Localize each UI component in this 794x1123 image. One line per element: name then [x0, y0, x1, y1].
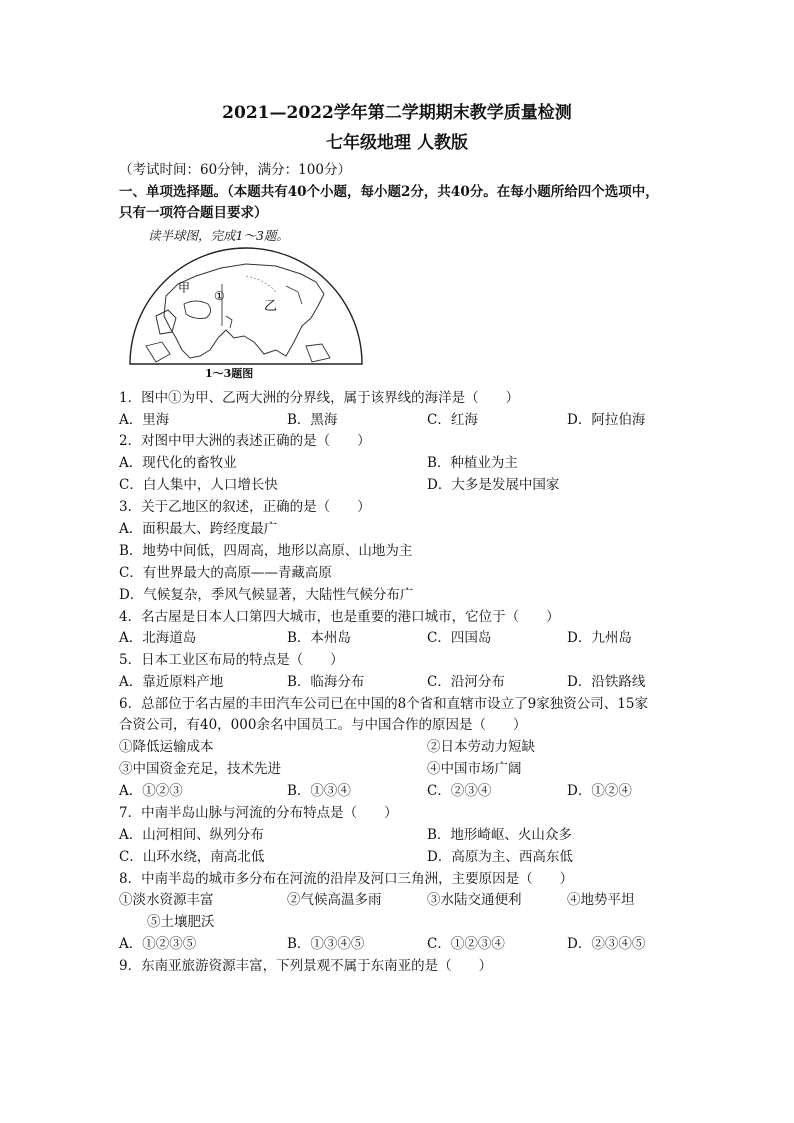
section-heading-line2: 只有一项符合题目要求） [119, 205, 268, 221]
map-label-yi: 乙 [264, 299, 278, 314]
q8-item-2: ②气候高温多雨 [287, 892, 382, 908]
q8-option-a[interactable]: A．①②③⑤ [119, 936, 197, 952]
q8-option-b[interactable]: B．①③④⑤ [287, 936, 365, 952]
q1-option-b[interactable]: B．黑海 [287, 412, 338, 428]
q5-option-b[interactable]: B．临海分布 [287, 674, 365, 690]
section-heading-line1: 一、单项选择题。（本题共有40个小题，每小题2分，共40分。在每小题所给四个选项中， [119, 184, 659, 200]
q8-item-3: ③水陆交通便利 [427, 892, 522, 908]
q7-option-d[interactable]: D．高原为主、西高东低 [427, 849, 573, 865]
q2-option-d[interactable]: D．大多是发展中国家 [427, 477, 560, 493]
q3-option-b[interactable]: B．地势中间低，四周高，地形以高原、山地为主 [119, 543, 413, 559]
map-caption: 1～3题图 [205, 367, 254, 380]
q4-stem: 4．名古屋是日本人口第四大城市，也是重要的港口城市，它位于（ ） [119, 609, 560, 625]
q8-item-5: ⑤土壤肥沃 [147, 914, 215, 930]
q7-option-a[interactable]: A．山河相间、纵列分布 [119, 827, 264, 843]
q6-option-d[interactable]: D．①②④ [567, 783, 632, 799]
q9-stem: 9．东南亚旅游资源丰富，下列景观不属于东南亚的是（ ） [119, 958, 493, 974]
map-label-jia: 甲 [178, 281, 191, 295]
q6-item-3: ③中国资金充足，技术先进 [119, 761, 281, 777]
q6-item-1: ①降低运输成本 [119, 739, 214, 755]
q4-option-a[interactable]: A．北海道岛 [119, 630, 197, 646]
q7-stem: 7．中南半岛山脉与河流的分布特点是（ ） [119, 805, 398, 821]
exam-info: （考试时间：60分钟，满分：100分） [119, 162, 351, 178]
q8-option-d[interactable]: D．②③④⑤ [567, 936, 646, 952]
q3-option-a[interactable]: A．面积最大、跨经度最广 [119, 521, 278, 537]
q2-option-b[interactable]: B．种植业为主 [427, 455, 518, 471]
q8-item-1: ①淡水资源丰富 [119, 892, 214, 908]
q8-option-c[interactable]: C．①②③④ [427, 936, 505, 952]
q1-option-a[interactable]: A．里海 [119, 412, 170, 428]
q6-option-b[interactable]: B．①③④ [287, 783, 351, 799]
q8-item-4: ④地势平坦 [567, 892, 635, 908]
q2-stem: 2．对图中甲大洲的表述正确的是（ ） [119, 433, 371, 449]
exam-subtitle: 七年级地理 人教版 [326, 133, 468, 153]
exam-title: 2021—2022学年第二学期期末教学质量检测 [222, 103, 572, 123]
q6-stem: 6．总部位于名古屋的丰田汽车公司已在中国的8个省和直辖市设立了9家独资公司、15家 [119, 696, 648, 712]
q3-stem: 3．关于乙地区的叙述，正确的是（ ） [119, 499, 371, 515]
q3-option-c[interactable]: C．有世界最大的高原——青藏高原 [119, 565, 332, 581]
q4-option-c[interactable]: C．四国岛 [427, 630, 492, 646]
q1-option-c[interactable]: C．红海 [427, 412, 478, 428]
q2-option-a[interactable]: A．现代化的畜牧业 [119, 455, 237, 471]
q5-option-c[interactable]: C．沿河分布 [427, 674, 505, 690]
q2-option-c[interactable]: C．白人集中，人口增长快 [119, 477, 278, 493]
q1-stem: 1．图中①为甲、乙两大洲的分界线，属于该界线的海洋是（ ） [119, 390, 520, 406]
q6-option-c[interactable]: C．②③④ [427, 783, 492, 799]
q6-item-4: ④中国市场广阔 [427, 761, 522, 777]
q7-option-b[interactable]: B．地形崎岖、火山众多 [427, 827, 572, 843]
q1-option-d[interactable]: D．阿拉伯海 [567, 412, 646, 428]
q5-option-a[interactable]: A．靠近原料产地 [119, 674, 224, 690]
q8-stem: 8．中南半岛的城市多分布在河流的沿岸及河口三角洲，主要原因是（ ） [119, 871, 574, 887]
q6-stem-cont: 合资公司，有40，000余名中国员工。与中国合作的原因是（ ） [119, 717, 527, 733]
q4-option-b[interactable]: B．本州岛 [287, 630, 351, 646]
map-intro: 读半球图，完成1～3题。 [148, 228, 289, 243]
q6-item-2: ②日本劳动力短缺 [427, 739, 535, 755]
q3-option-d[interactable]: D．气候复杂，季风气候显著，大陆性气候分布广 [119, 587, 414, 603]
map-label-boundary: ① [214, 289, 225, 303]
q5-option-d[interactable]: D．沿铁路线 [567, 674, 646, 690]
q7-option-c[interactable]: C．山环水绕，南高北低 [119, 849, 265, 865]
q6-option-a[interactable]: A．①②③ [119, 783, 183, 799]
q5-stem: 5．日本工业区布局的特点是（ ） [119, 652, 344, 668]
q4-option-d[interactable]: D．九州岛 [567, 630, 632, 646]
